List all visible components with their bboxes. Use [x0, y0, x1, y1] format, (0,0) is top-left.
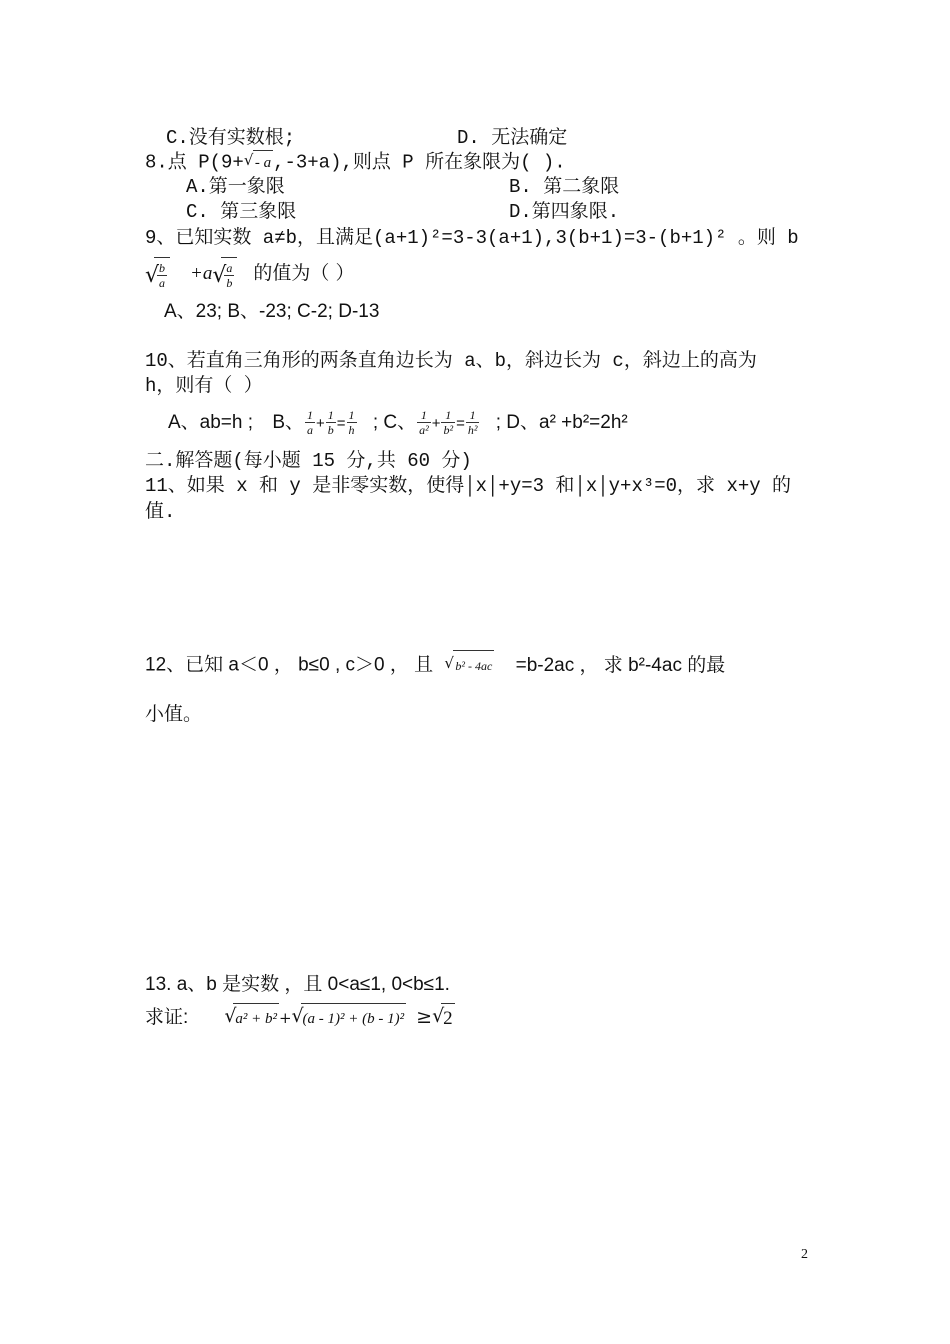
q13-radical-3: √ 2 — [432, 1003, 455, 1034]
q7-option-d: D. 无法确定 — [457, 127, 568, 149]
q9-radical-b-over-a: √ $\frac{b}{a}$ — [145, 257, 170, 292]
q10-c-frac2 — [441, 408, 455, 437]
q10-b-frac2-num: 1 — [327, 408, 334, 423]
q8-stem-end: ,-3+a),则点 P 所在象限为( ). — [273, 151, 566, 174]
q10-b-frac1 — [305, 408, 315, 437]
q10-option-a: A、ab=h ; — [168, 412, 254, 433]
q13-geq: ≥ — [416, 1006, 433, 1028]
q8-option-a: A.第一象限 — [186, 176, 285, 198]
q12-line1 — [145, 650, 725, 681]
q8-stem-start: 8.点 P(9+ — [145, 151, 244, 174]
q10-c-frac2-num: 1 — [445, 408, 452, 423]
q10-option-b-label: B、 — [272, 412, 304, 433]
q8-option-d: D.第四象限. — [509, 201, 620, 223]
q10-c-frac1 — [417, 408, 431, 437]
q9-tail: 的值为（ ） — [253, 262, 355, 284]
q10-c-frac1-num: 1 — [420, 408, 427, 423]
q9-frac1-den: a — [159, 275, 165, 290]
q10-line2: h，则有（ ） — [145, 375, 263, 397]
page-number: 2 — [801, 1247, 808, 1262]
q10-b-frac3 — [347, 408, 357, 437]
q10-c-frac3-num: 1 — [469, 408, 476, 423]
q10-c-frac2-den: b² — [443, 423, 454, 438]
section-2-heading: 二.解答题(每小题 15 分,共 60 分) — [145, 450, 472, 472]
q10-b-frac1-den: a — [307, 423, 313, 438]
q9-frac2-num: a — [226, 260, 233, 275]
q9-line1: 9、已知实数 a≠b，且满足(a+1)²=3-3(a+1),3(b+1)=3-(b+1)² 。则 b — [145, 227, 799, 249]
q12-stem: 12、已知 a＜0 ， b≤0 , c＞0 ， 且 — [145, 654, 434, 676]
q10-b-frac3-num: 1 — [348, 408, 355, 423]
q9-radical-a-over-b: √ $\frac{a}{b}$ — [212, 257, 237, 292]
q13-plus: + — [278, 1009, 292, 1027]
q12-radical: √ b² - 4ac — [444, 650, 494, 681]
q12-radicand: b² - 4ac — [453, 650, 494, 681]
q10-options: A、ab=h ; B、 $\frac{1}{a}$ + $\frac{1}{b}$ = $\frac{1}{h}$ ; C、 $\frac{1}{\text{a²}}$ + $\frac{1}{\text{b²}}$ = $\frac{1}{\text{h²}}$ ; D、a² +b²=2h² — [168, 408, 628, 438]
q13-radical-1: √ a² + b² — [224, 1003, 279, 1034]
q9-plus-a: +a — [190, 263, 213, 284]
q10-option-d: ; D、a² +b²=2h² — [495, 412, 628, 433]
q13-radicand-1: a² + b² — [233, 1003, 279, 1034]
q13-line1: 13. a、b 是实数 ，且 0<a≤1, 0<b≤1. — [145, 974, 450, 995]
q9-expression — [145, 256, 354, 292]
q13-prove-label: 求证: — [145, 1007, 189, 1028]
q13-radical-2: √ (a - 1)² + (b - 1)² — [292, 1003, 407, 1034]
q10-b-frac1-num: 1 — [307, 408, 313, 423]
q8-option-c: C. 第三象限 — [186, 201, 297, 223]
q10-b-frac2 — [326, 408, 336, 437]
q9-options: A、23; B、-23; C-2; D-13 — [164, 301, 380, 322]
q11-line2: 值. — [145, 501, 176, 523]
q10-line1: 10、若直角三角形的两条直角边长为 a、b，斜边长为 c，斜边上的高为 — [145, 350, 757, 372]
q13-radicand-3: 2 — [441, 1003, 455, 1034]
q10-c-frac1-den: a² — [419, 423, 429, 438]
q10-c-frac3-den: h² — [467, 423, 478, 438]
q10-b-frac3-den: h — [348, 423, 355, 438]
q10-b-frac2-den: b — [327, 423, 334, 438]
q8-radical: √ - a — [244, 150, 273, 175]
q13-radicand-2: (a - 1)² + (b - 1)² — [301, 1003, 407, 1034]
q8-stem — [145, 150, 566, 175]
q11-line1: 11、如果 x 和 y 是非零实数，使得│x│+y=3 和│x│y+x³=0，求 x+y 的 — [145, 475, 792, 497]
q9-frac2-den: b — [226, 275, 233, 290]
q13-proof-line — [145, 1002, 455, 1034]
q7-option-c: C.没有实数根; — [166, 127, 296, 149]
q12-line2: 小值。 — [145, 704, 203, 725]
q10-option-c-label: ; C、 — [372, 412, 417, 433]
q9-frac1-num: b — [159, 260, 165, 275]
q8-radicand: - a — [253, 150, 273, 175]
q8-option-b: B. 第二象限 — [509, 176, 620, 198]
q10-c-frac3 — [466, 408, 480, 437]
q12-tail: =b-2ac ， 求 b²-4ac 的最 — [515, 654, 726, 676]
